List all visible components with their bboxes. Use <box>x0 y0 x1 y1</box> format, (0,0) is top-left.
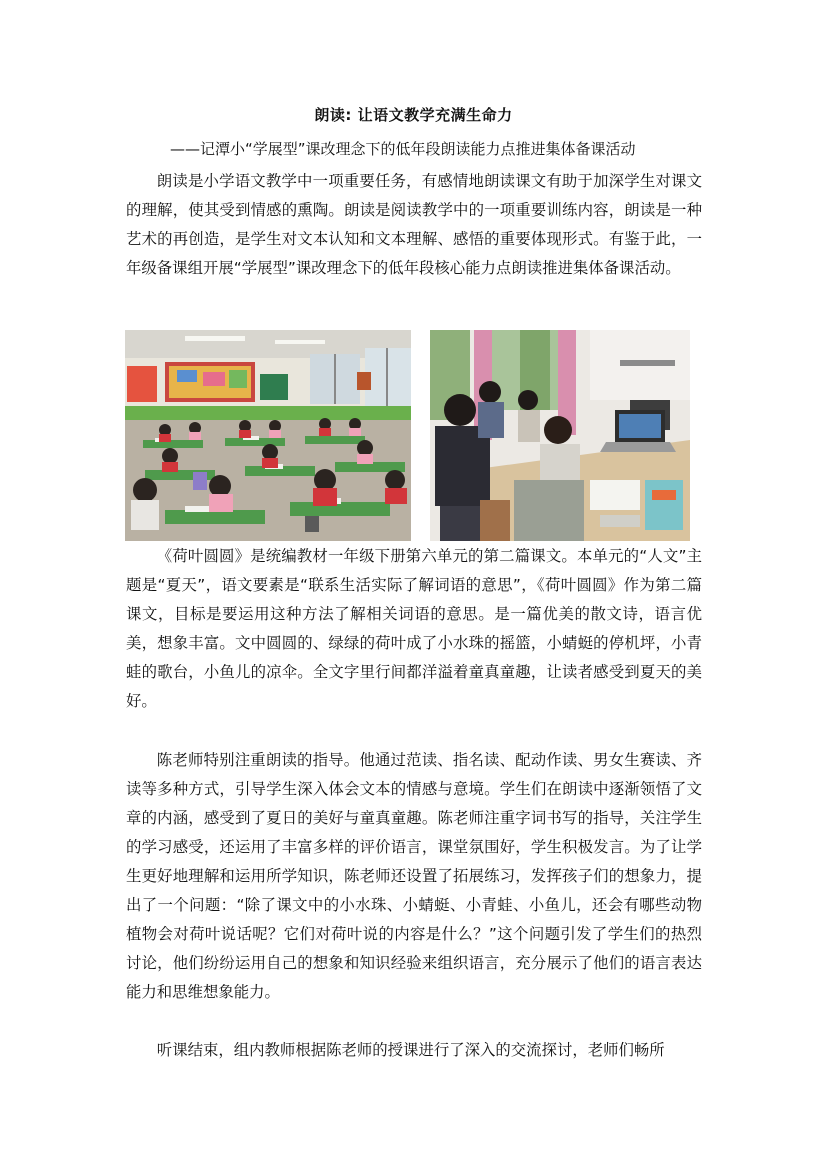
paragraph-intro: 朗读是小学语文教学中一项重要任务，有感情地朗读课文有助于加深学生对课文的理解，使其受到情感的熏陶。朗读是阅读教学中的一项重要训练内容，朗读是一种艺术的再创造，是学生对文本认知和文本理解、感悟的重要体现形式。有鉴于此，一年级备课组开展“学展型”课改理念下的低年段核心能力点朗读推进集体备课活动。 <box>126 172 702 277</box>
paragraph-discussion: 听课结束，组内教师根据陈老师的授课进行了深入的交流探讨，老师们畅所 <box>156 1041 665 1059</box>
paragraph-teaching: 陈老师特别注重朗读的指导。他通过范读、指名读、配动作读、男女生赛读、齐读等多种方式，引导学生深入体会文本的情感与意境。学生们在朗读中逐渐领悟了文章的内涵，感受到了夏日的美好与童真童趣。陈老师注重字词书写的指导，关注学生的学习感受，还运用了丰富多样的评价语言，课堂氛围好，学生积极发言。为了让学生更好地理解和运用所学知识，陈老师还设置了拓展练习，发挥孩子们的想象力，提出了一个问题：“除了课文中的小水珠、小蜻蜓、小青蛙、小鱼儿，还会有哪些动物植物会对荷叶说话呢？它们对荷叶说的内容是什么？”这个问题引发了学生们的热烈讨论，他们纷纷运用自己的想象和知识经验来组织语言，充分展示了他们的语言表达能力和思维想象能力。 <box>126 751 702 1001</box>
classroom-photo <box>125 330 411 541</box>
article-subtitle: ——记潭小“学展型”课改理念下的低年段朗读能力点推进集体备课活动 <box>170 140 636 158</box>
paragraph-lesson-intro: 《荷叶圆圆》是统编教材一年级下册第六单元的第二篇课文。本单元的“人文”主题是“夏天”，语文要素是“联系生活实际了解词语的意思”，《荷叶圆圆》作为第二篇课文，目标是要运用这种方法了解相关词语的意思。是一篇优美的散文诗，语言优美，想象丰富。文中圆圆的、绿绿的荷叶成了小水珠的摇篮，小蜻蜓的停机坪，小青蛙的歌台，小鱼儿的凉伞。全文字里行间都洋溢着童真童趣，让读者感受到夏天的美好。 <box>126 547 702 710</box>
meeting-photo <box>430 330 690 541</box>
article-title: 朗读: 让语文教学充满生命力 <box>314 106 513 124</box>
